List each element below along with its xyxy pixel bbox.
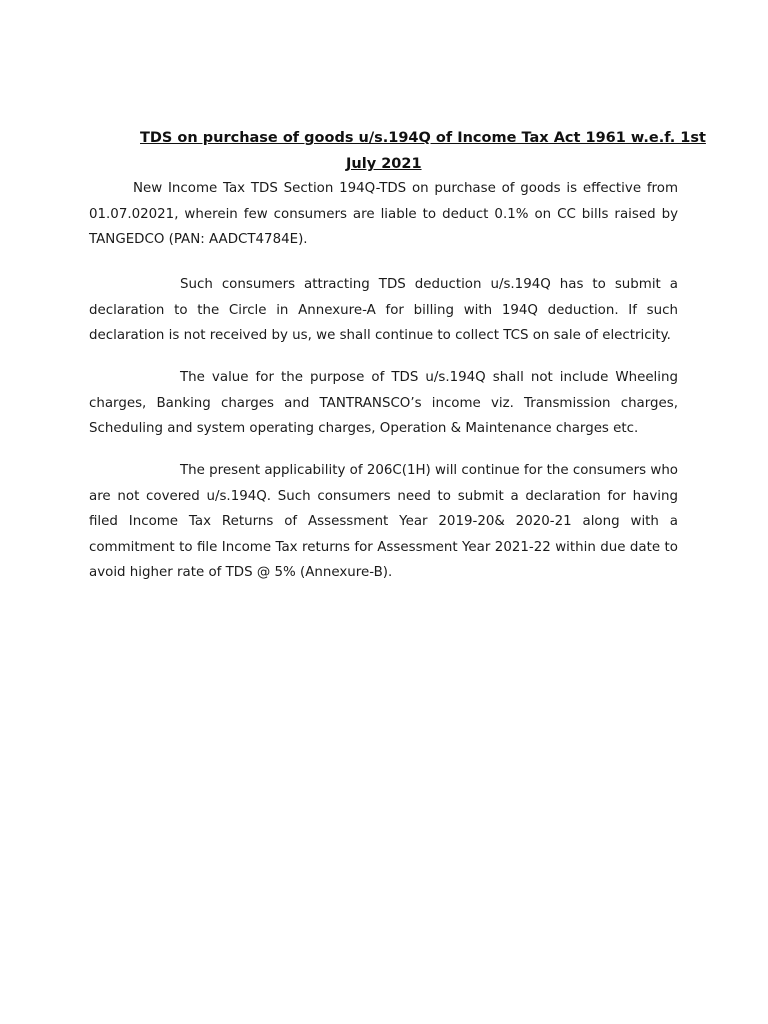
paragraph-line: are not covered u/s.194Q. Such consumers need to submit a declaration for having (89, 488, 678, 504)
paragraph-line: avoid higher rate of TDS @ 5% (Annexure-B). (89, 565, 393, 581)
paragraph-line: declaration to the Circle in Annexure-A for billing with 194Q deduction. If such (89, 302, 678, 318)
paragraph-line: TANGEDCO (PAN: AADCT4784E). (89, 232, 308, 248)
paragraph-line: Such consumers attracting TDS deduction u/s.194Q has to submit a (180, 277, 678, 292)
paragraph-line: filed Income Tax Returns of Assessment Year 2019-20& 2020-21 along with a (89, 514, 678, 530)
paragraph-line: New Income Tax TDS Section 194Q-TDS on purchase of goods is effective from (133, 181, 678, 196)
paragraph-line: commitment to file Income Tax returns for Assessment Year 2021-22 within due date to (89, 539, 678, 555)
title-line-1: TDS on purchase of goods u/s.194Q of Income Tax Act 1961 w.e.f. 1st (140, 130, 706, 146)
paragraph-line: 01.07.02021, wherein few consumers are liable to deduct 0.1% on CC bills raised by (89, 206, 678, 222)
paragraph-line: charges, Banking charges and TANTRANSCO’s income viz. Transmission charges, (89, 395, 678, 411)
paragraph-line: The value for the purpose of TDS u/s.194Q shall not include Wheeling (180, 370, 678, 385)
document-title (140, 125, 706, 177)
paragraph-1 (89, 176, 678, 253)
paragraph-line: Scheduling and system operating charges, Operation & Maintenance charges etc. (89, 421, 639, 437)
paragraph-line: The present applicability of 206C(1H) will continue for the consumers who (180, 463, 678, 478)
title-line-2: July 2021 (346, 156, 422, 172)
paragraph-4 (89, 458, 678, 586)
paragraph-3 (89, 365, 678, 442)
paragraph-2 (89, 272, 678, 349)
paragraph-line: declaration is not received by us, we shall continue to collect TCS on sale of electricity. (89, 328, 671, 344)
